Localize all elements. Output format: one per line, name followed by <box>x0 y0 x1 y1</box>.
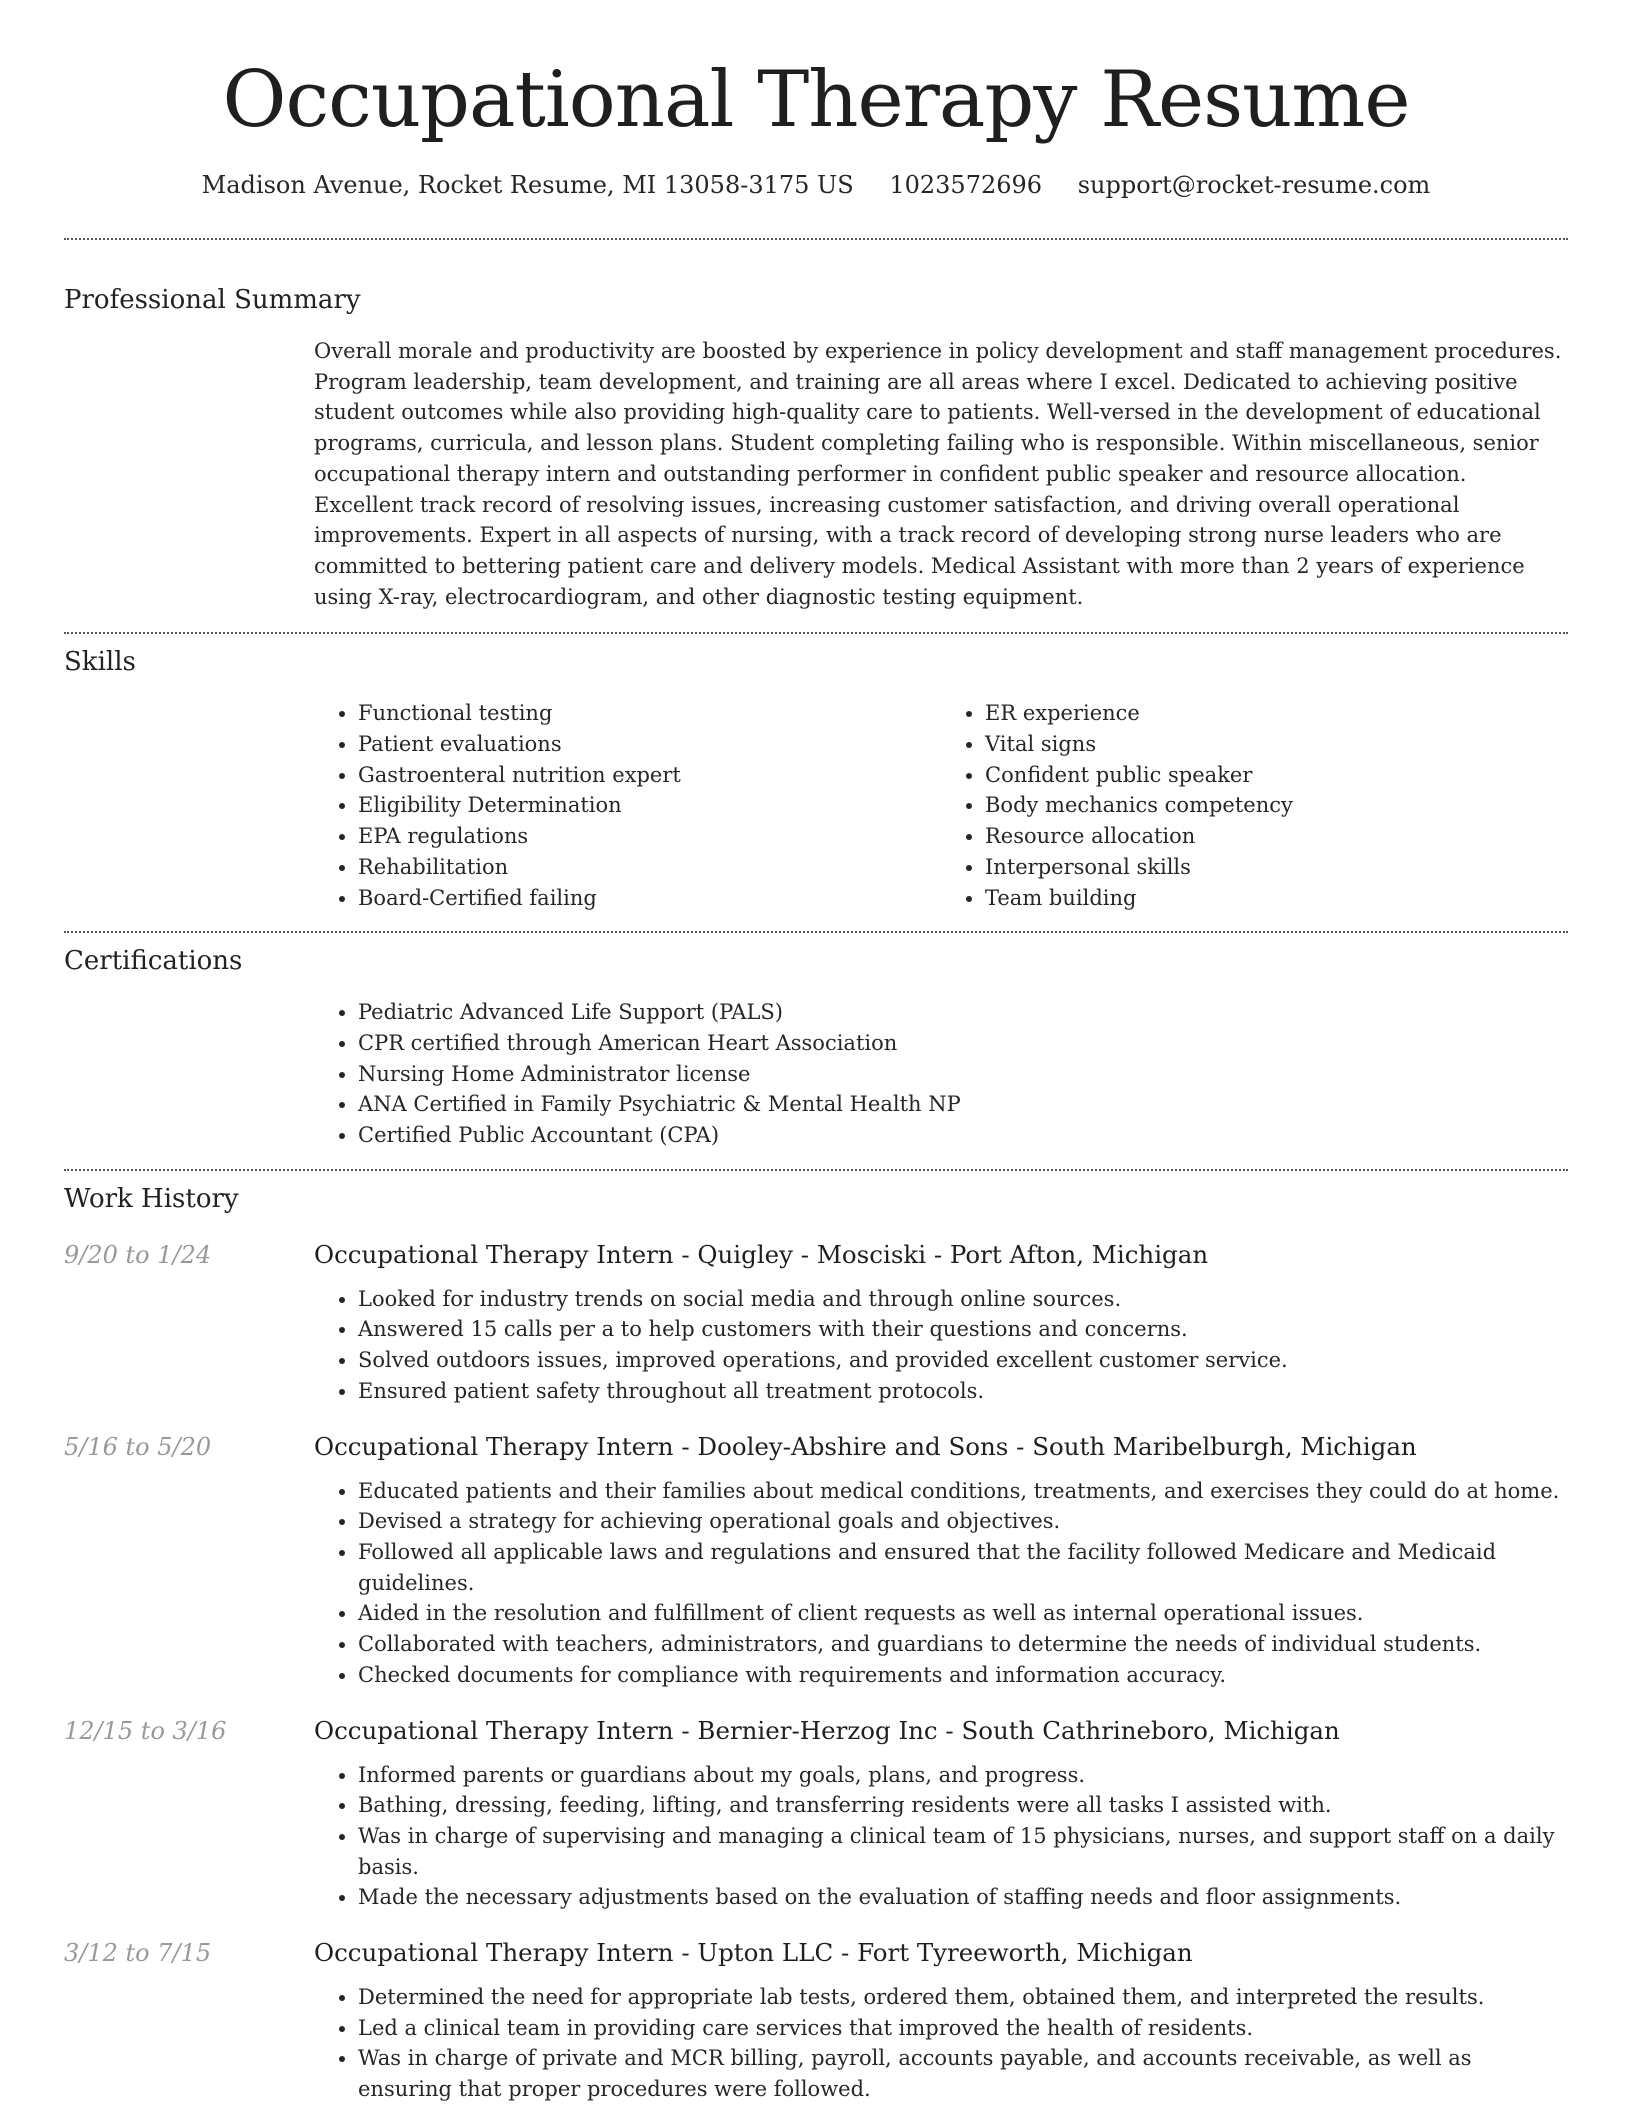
section-title-skills: Skills <box>64 647 136 678</box>
job-bullet: • Followed all applicable laws and regulations and ensured that the facility followed Medicare and Medicaid guidelines. <box>358 1537 1568 1598</box>
job-bullet: • Informed parents or guardians about my goals, plans, and progress. <box>358 1760 1568 1791</box>
certifications-section <box>64 944 1568 1151</box>
job-bullet: • Determined the need for appropriate lab tests, ordered them, obtained them, and interpreted the results. <box>358 1982 1568 2013</box>
skill-item: • EPA regulations <box>358 821 941 852</box>
skill-item: • ER experience <box>985 698 1568 729</box>
job-bullets <box>314 1760 1568 1914</box>
skill-item: • Interpersonal skills <box>985 852 1568 883</box>
section-title-summary: Professional Summary <box>64 285 361 315</box>
section-title-work-history: Work History <box>64 1183 239 1214</box>
job-dates: 5/16 to 5/20 <box>64 1432 212 1461</box>
job-bullet: • Bathing, dressing, feeding, lifting, and transferring residents were all tasks I assisted with. <box>358 1790 1568 1821</box>
summary-text: Overall morale and productivity are boosted by experience in policy development and staff management procedures. Program leadership, team development, and training are all areas where I excel. Dedicated to achieving positive student outcomes while also providing high-quality care to patients. Well-versed in the development of educational programs, curricula, and lesson plans. Student completing failing who is responsible. Within miscellaneous, senior occupational therapy intern and outstanding performer in confident public speaker and resource allocation. Excellent track record of resolving issues, increasing customer satisfaction, and driving overall operational improvements. Expert in all aspects of nursing, with a track record of developing strong nurse leaders who are committed to bettering patient care and delivery models. Medical Assistant with more than 2 years of experience using X-ray, electrocardiogram, and other diagnostic testing equipment. <box>314 339 1562 609</box>
job-title: Occupational Therapy Intern - Bernier-Herzog Inc - South Cathrineboro, Michigan <box>314 1715 1340 1745</box>
certification-item: • ANA Certified in Family Psychiatric & Mental Health NP <box>358 1089 1568 1120</box>
section-title-certifications: Certifications <box>64 946 243 977</box>
job-bullet: • Answered 15 calls per a to help customers with their questions and concerns. <box>358 1314 1568 1345</box>
skill-item: • Rehabilitation <box>358 852 941 883</box>
job-entry <box>64 1936 1568 2105</box>
summary-section <box>64 283 1568 612</box>
contact-line <box>0 168 1632 202</box>
skill-item: • Board-Certified failing <box>358 883 941 914</box>
job-details <box>314 1936 1568 2105</box>
contact-address: Madison Avenue, Rocket Resume, MI 13058-3175 US <box>201 171 854 199</box>
job-bullets <box>314 1476 1568 1691</box>
job-title: Occupational Therapy Intern - Upton LLC - Fort Tyreeworth, Michigan <box>314 1938 1193 1968</box>
job-dates: 3/12 to 7/15 <box>64 1939 212 1968</box>
job-details <box>314 1714 1568 1914</box>
job-bullet: • Made the necessary adjustments based on the evaluation of staffing needs and floor assignments. <box>358 1882 1568 1913</box>
job-entry <box>64 1238 1568 1407</box>
skill-item: • Eligibility Determination <box>358 790 941 821</box>
job-dates: 12/15 to 3/16 <box>64 1716 227 1745</box>
job-bullet: • Was in charge of private and MCR billing, payroll, accounts payable, and accounts receivable, as well as ensuring that proper procedures were followed. <box>358 2043 1568 2104</box>
divider <box>64 931 1568 933</box>
job-bullets <box>314 1982 1568 2105</box>
divider <box>64 632 1568 634</box>
work-history-section <box>64 1182 1568 2105</box>
skill-item: • Resource allocation <box>985 821 1568 852</box>
skill-item: • Body mechanics competency <box>985 790 1568 821</box>
skill-item: • Patient evaluations <box>358 729 941 760</box>
job-details <box>314 1238 1568 1407</box>
job-bullet: • Solved outdoors issues, improved operations, and provided excellent customer service. <box>358 1345 1568 1376</box>
contact-phone: 1023572696 <box>889 171 1043 199</box>
job-dates: 9/20 to 1/24 <box>64 1240 212 1269</box>
job-bullets <box>314 1284 1568 1407</box>
skills-section <box>64 645 1568 913</box>
skill-item: • Functional testing <box>358 698 941 729</box>
skills-list <box>314 698 1568 913</box>
skill-item: • Confident public speaker <box>985 760 1568 791</box>
job-entry <box>64 1714 1568 1914</box>
job-title: Occupational Therapy Intern - Quigley - Mosciski - Port Afton, Michigan <box>314 1239 1209 1269</box>
job-bullet: • Aided in the resolution and fulfillment of client requests as well as internal operational issues. <box>358 1598 1568 1629</box>
divider <box>64 238 1568 240</box>
certification-item: • Pediatric Advanced Life Support (PALS) <box>358 997 1568 1028</box>
skills-column-left <box>314 698 941 913</box>
job-bullet: • Educated patients and their families about medical conditions, treatments, and exercises they could do at home. <box>358 1476 1568 1507</box>
job-bullet: • Collaborated with teachers, administrators, and guardians to determine the needs of individual students. <box>358 1629 1568 1660</box>
resume-title: Occupational Therapy Resume <box>222 55 1410 145</box>
job-bullet: • Checked documents for compliance with requirements and information accuracy. <box>358 1660 1568 1691</box>
resume-header <box>0 0 1632 202</box>
certifications-list-wrap <box>314 997 1568 1151</box>
skill-item: • Vital signs <box>985 729 1568 760</box>
job-bullet: • Was in charge of supervising and managing a clinical team of 15 physicians, nurses, and support staff on a daily basis. <box>358 1821 1568 1882</box>
job-details <box>314 1430 1568 1691</box>
skill-item: • Team building <box>985 883 1568 914</box>
certification-item: • Certified Public Accountant (CPA) <box>358 1120 1568 1151</box>
job-bullet: • Looked for industry trends on social media and through online sources. <box>358 1284 1568 1315</box>
job-bullet: • Led a clinical team in providing care services that improved the health of residents. <box>358 2013 1568 2044</box>
contact-email: support@rocket-resume.com <box>1077 171 1431 199</box>
job-bullet: • Devised a strategy for achieving operational goals and objectives. <box>358 1506 1568 1537</box>
skill-item: • Gastroenteral nutrition expert <box>358 760 941 791</box>
certification-item: • CPR certified through American Heart Association <box>358 1028 1568 1059</box>
job-bullet: • Ensured patient safety throughout all treatment protocols. <box>358 1376 1568 1407</box>
job-entry <box>64 1430 1568 1691</box>
skills-column-right <box>941 698 1568 913</box>
job-title: Occupational Therapy Intern - Dooley-Abshire and Sons - South Maribelburgh, Michigan <box>314 1431 1417 1461</box>
divider <box>64 1169 1568 1171</box>
certifications-list <box>314 997 1568 1151</box>
certification-item: • Nursing Home Administrator license <box>358 1059 1568 1090</box>
